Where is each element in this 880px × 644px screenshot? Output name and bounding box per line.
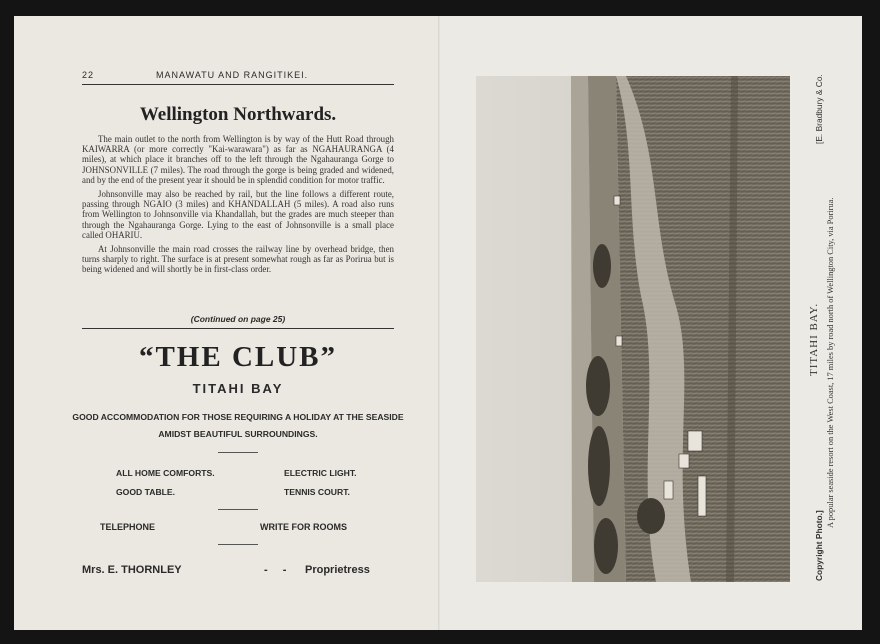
ad-write-for-rooms: WRITE FOR ROOMS	[260, 522, 347, 532]
book-spread	[14, 16, 862, 630]
ad-divider-3	[218, 544, 258, 545]
continued-note: (Continued on page 25)	[190, 314, 286, 324]
paragraph-3: At Johnsonville the main road crosses the railway line by overhead bridge, then turns sharply to right. The surface is at present somewhat rough as far as Porirua but is being widened and will shortly be in first-class order.	[82, 244, 394, 275]
paragraph-2: Johnsonville may also be reached by rail, but the line follows a different route, passing through NGAIO (3 miles) and KHANDALLAH (5 miles). A road also runs from Wellington to Johnsonville via Khandallah, but the grades are much steeper than through the Ngahauranga Gorge. Lying to the east of Johnsonville is a small place called OHARIU.	[82, 189, 394, 240]
page-number: 22	[82, 70, 95, 80]
ad-line-2: AMIDST BEAUTIFUL SURROUNDINGS.	[158, 429, 318, 439]
ad-line-1: GOOD ACCOMMODATION FOR THOSE REQUIRING A HOLIDAY AT THE SEASIDE	[72, 412, 404, 422]
header-rule	[82, 84, 394, 85]
titahi-bay-photo	[476, 76, 790, 582]
left-page	[14, 16, 440, 630]
copyright-note: Copyright Photo.]	[814, 510, 824, 581]
proprietor-title: Proprietress	[305, 564, 370, 576]
feature-good-table: GOOD TABLE.	[116, 487, 176, 497]
ad-top-rule	[82, 328, 394, 329]
ad-divider-1	[218, 452, 258, 453]
feature-electric-light: ELECTRIC LIGHT.	[284, 468, 357, 478]
photo-credit: [E. Bradbury & Co.	[814, 74, 824, 144]
ad-subtitle: TITAHI BAY	[192, 381, 284, 396]
proprietor-name: Mrs. E. THORNLEY	[82, 564, 182, 576]
running-title: MANAWATU AND RANGITIKEI.	[156, 70, 309, 80]
proprietor-dashes: - -	[264, 564, 293, 576]
page-header	[82, 68, 394, 84]
feature-tennis-court: TENNIS COURT.	[284, 487, 350, 497]
ad-divider-2	[218, 509, 258, 510]
paragraph-1: The main outlet to the north from Wellington is by way of the Hutt Road through KAIWARRA (or more correctly "Kai-warawara") as far as NGAHAURANGA (4 miles), at which place it branches off to the left through the Ngahauranga Gorge to JOHNSONVILLE (7 miles). The road through the gorge is being graded and widened, and by the end of the present year it should be in splendid condition for motor traffic.	[82, 134, 394, 185]
caption-title: TITAHI BAY.	[808, 302, 820, 376]
ad-telephone: TELEPHONE	[100, 522, 156, 532]
article-heading: Wellington Northwards.	[139, 104, 337, 125]
ad-title: “THE CLUB”	[138, 341, 338, 373]
feature-home-comforts: ALL HOME COMFORTS.	[116, 468, 215, 478]
right-page	[440, 16, 862, 630]
article-body	[82, 134, 394, 279]
caption-text: A popular seaside resort on the West Coast, 17 miles by road north of Wellington City, via Porirua.	[826, 197, 835, 528]
